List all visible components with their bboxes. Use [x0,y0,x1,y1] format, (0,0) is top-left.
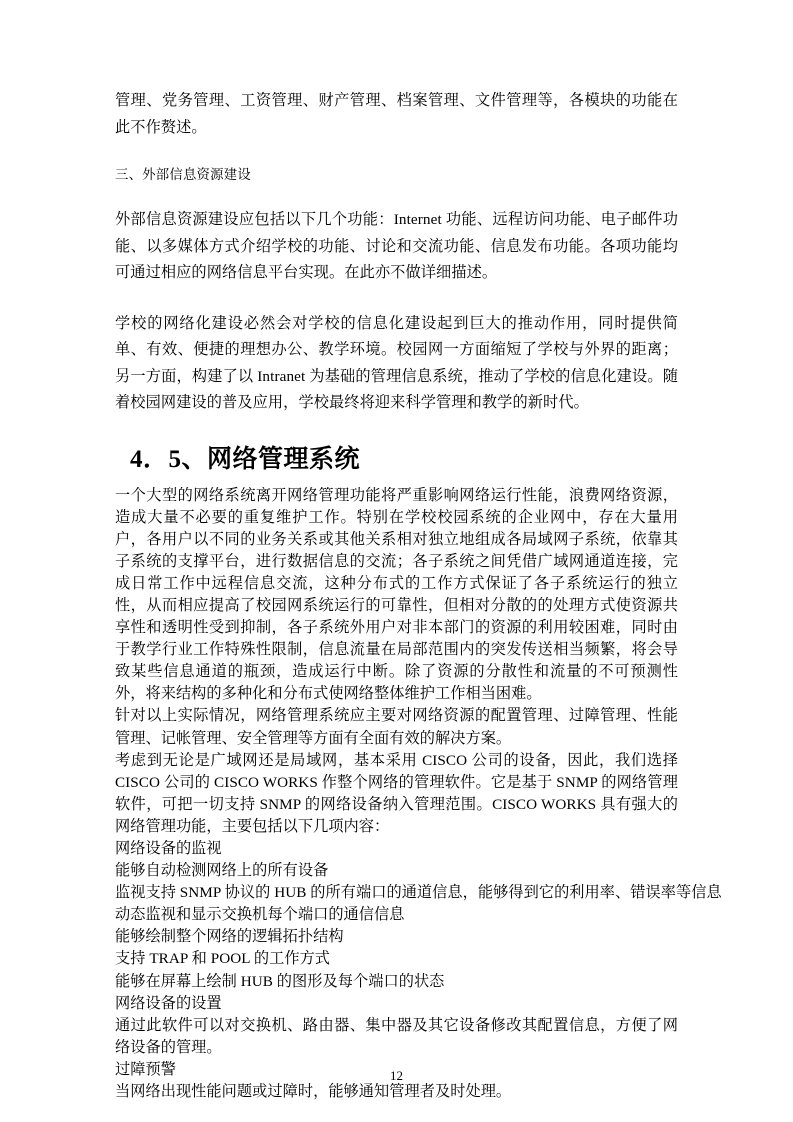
paragraph-modules: 管理、党务管理、工资管理、财产管理、档案管理、文件管理等，各模块的功能在此不作赘述。 [115,92,678,136]
spacer [115,287,678,311]
spacer [115,185,678,207]
list-item: 能够绘制整个网络的逻辑拓扑结构 [115,928,344,946]
page-content [115,88,722,1103]
list-item-detail: 当网络出现性能问题或过障时，能够通知管理者及时处理。 [115,1083,512,1101]
list-item: 能够自动检测网络上的所有设备 [115,862,329,880]
list-item: 能够在屏幕上绘制 HUB 的图形及每个端口的状态 [115,972,445,990]
spacer [115,477,678,485]
subheading-external-resources: 三、外部信息资源建设 [115,167,251,182]
list-item: 网络设备的设置 [115,994,222,1012]
list-item: 网络设备的监视 [115,840,222,857]
paragraph-external-functions: 外部信息资源建设应包括以下几个功能：Internet 功能、远程访问功能、电子邮件功能、以多媒体方式介绍学校的功能、讨论和交流功能、信息发布功能。各项功能均可通过相应的网络信息平台实现。在此亦不做详细描述。 [115,211,678,281]
paragraph-school-network: 学校的网络化建设必然会对学校的信息化建设起到巨大的推动作用，同时提供简单、有效、便捷的理想办公、教学环境。校园网一方面缩短了学校与外界的距离；另一方面，构建了以 Intranet 为基础的管理信息系统，推动了学校的信息化建设。随着校园网建设的普及应用，学校最终将迎来科学管理和教学的新时代。 [115,314,678,411]
section-heading: 4．5、网络管理系统 [130,445,361,473]
list-item: 动态监视和显示交换机每个端口的通信信息 [115,906,405,924]
spacer [115,141,678,165]
page-number: 12 [390,1068,403,1083]
list-item: 监视支持 SNMP 协议的 HUB 的所有端口的通道信息，能够得到它的利用率、错误率等信息 [115,884,722,902]
paragraph-solution: 针对以上实际情况，网络管理系统应主要对网络资源的配置管理、过障管理、性能管理、记帐管理、安全管理等方面有全面有效的解决方案。 [115,707,678,747]
list-item: 过障预警 [115,1060,176,1078]
list-item-detail: 通过此软件可以对交换机、路由器、集中器及其它设备修改其配置信息，方便了网络设备的管理。 [115,1016,678,1056]
paragraph-cisco: 考虑到无论是广域网还是局域网，基本采用 CISCO 公司的设备，因此，我们选择 CISCO 公司的 CISCO WORKS 作整个网络的管理软件。它是基于 SNMP 的网络管理软件，可把一切支持 SNMP 的网络设备纳入管理范围。CISCO WORKS 具有强大的网络管理功能，主要包括以下几项内容： [115,751,678,835]
list-item: 支持 TRAP 和 POOL 的工作方式 [115,950,331,968]
paragraph-large-network: 一个大型的网络系统离开网络管理功能将严重影响网络运行性能，浪费网络资源，造成大量不必要的重复维护工作。特别在学校校园系统的企业网中，存在大量用户，各用户以不同的业务关系或其他关系相对独立地组成各局域网子系统，依靠其子系统的支撑平台，进行数据信息的交流；各子系统之间凭借广域网通道连接，完成日常工作中远程信息交流，这种分布式的工作方式保证了各子系统运行的独立性，从而相应提高了校园网系统运行的可靠性，但相对分散的的处理方式使资源共享性和透明性受到抑制，各子系统外用户对非本部门的资源的利用较困难，同时由于教学行业工作特殊性限制，信息流量在局部范围内的突发传送相当频繁，将会导致某些信息通道的瓶颈，造成运行中断。除了资源的分散性和流量的不可预测性外，将来结构的多种化和分布式使网络整体维护工作相当困难。 [115,486,678,703]
spacer [115,417,678,443]
